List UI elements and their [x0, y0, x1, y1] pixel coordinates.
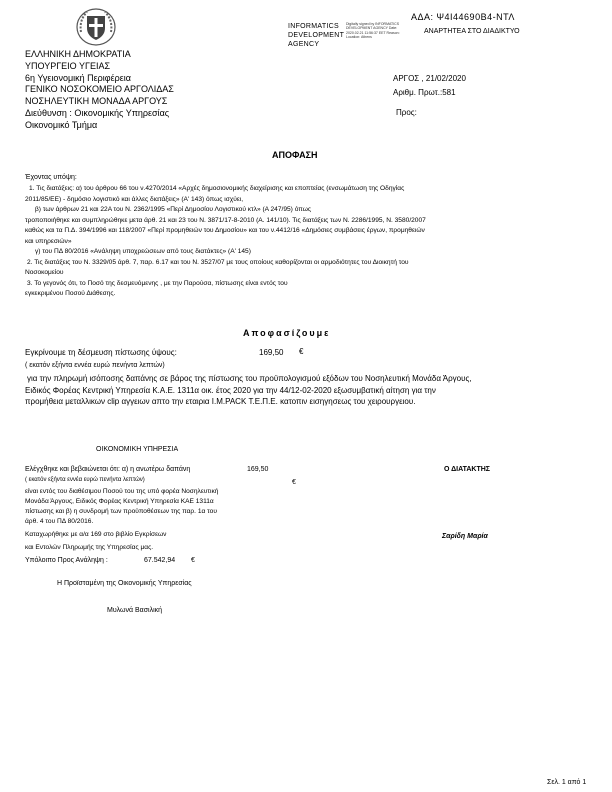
- authority-line: Διεύθυνση : Οικονομικής Υπηρεσίας: [25, 107, 170, 118]
- considering-line: εγκεκριμένου Ποσού Διάθεσης.: [25, 290, 116, 297]
- finance-register-line: και Εντολών Πληρωμής της Υπηρεσίας μας.: [25, 544, 154, 551]
- finance-head-title: Η Προϊσταμένη της Οικονομικής Υπηρεσίας: [57, 580, 192, 587]
- finance-body-line: άρθ. 4 του ΠΔ 80/2016.: [25, 518, 94, 525]
- decision-amount: 169,50: [259, 348, 284, 357]
- posted-label: ΑΝΑΡΤΗΤΕΑ ΣΤΟ ΔΙΑΔΙΚΤΥΟ: [424, 28, 520, 35]
- page-number: Σελ. 1 από 1: [547, 779, 587, 786]
- decision-heading: Αποφασίζουμε: [243, 328, 331, 338]
- decision-body-line: Ειδικός Φορέας Κεντρική Υπηρεσία Κ.Α.Ε. 1311α οικ. έτος 2020 για την 44/12-02-2020 εξωσυμβατική αίτηση για την: [25, 385, 436, 395]
- signatory-title: Ο ΔΙΑΤΑΚΤΗΣ: [444, 466, 490, 473]
- finance-body-line: είναι εντός του διαθέσιμου Ποσού του της υπό φορέα Νοσηλευτική: [25, 488, 219, 495]
- authority-line: ΥΠΟΥΡΓΕΙΟ ΥΓΕΙΑΣ: [25, 60, 111, 71]
- finance-head-name: Μυλωνά Βασιλική: [107, 607, 163, 614]
- decision-currency: €: [299, 347, 304, 356]
- document-title: ΑΠΟΦΑΣΗ: [272, 150, 318, 160]
- finance-register-line: Καταχωρήθηκε με α/α 169 στο βιβλίο Εγκρίσεων: [25, 531, 167, 538]
- finance-amount-words: ( εκατόν εξήντα εννέα ευρώ πενήντα λεπτών): [25, 477, 145, 483]
- finance-amount: 169,50: [247, 466, 269, 473]
- protocol-number: Αριθμ. Πρωτ.:581: [393, 88, 456, 97]
- decision-approve-line: Εγκρίνουμε τη δέσμευση πίστωσης ύψους:: [25, 348, 177, 357]
- finance-heading: ΟΙΚΟΝΟΜΙΚΗ ΥΠΗΡΕΣΙΑ: [96, 446, 179, 453]
- finance-body-line: πίστωσης και β) η συνδρομή των προϋποθέσεων της παρ. 1α του: [25, 508, 217, 515]
- considering-line: Νοσοκομείου: [25, 269, 64, 276]
- finance-balance-value: 67.542,94: [144, 557, 176, 564]
- authority-line: Οικονομικό Τμήμα: [25, 119, 98, 130]
- document-date: ΑΡΓΟΣ , 21/02/2020: [393, 74, 466, 83]
- decision-amount-words: ( εκατόν εξήντα εννέα ευρώ πενήντα λεπτών): [25, 362, 165, 369]
- considering-line: 2. Τις διατάξεις του Ν. 3329/05 άρθ. 7, παρ. 6.17 και του Ν. 3527/07 με τους οποίους καθορίζονται οι αρμοδιότητες του Διοικητή του: [27, 258, 409, 266]
- authority-block: [25, 49, 174, 132]
- considering-list: [25, 184, 426, 300]
- considering-line: β) των άρθρων 21 και 22Α του Ν. 2362/1995 «Περί Δημοσίου Λογιστικού κτλ» (Α 247/95) όπως: [35, 206, 312, 213]
- considering-line: καθώς και τα Π.Δ. 394/1996 και 118/2007 «Περί προμηθειών του Δημοσίου» και του ν.4412/16 «Δημόσιες συμβάσεις έργων, προμηθειών: [25, 227, 425, 234]
- considering-line: και υπηρεσιών»: [25, 237, 72, 245]
- considering-line: τροποποιήθηκε και συμπληρώθηκε μετα άρθ. 21 και 23 του Ν. 3871/17-8-2010 (Α. 141/10). Τις διατάξεις των Ν. 2286/1995, Ν. 3580/2007: [25, 216, 426, 224]
- considering-line: 3. Το γεγονός ότι, το Ποσό της δεσμευόμενης , με την Παρούσα, πίστωσης είναι εντός του: [27, 279, 288, 287]
- decision-body: [25, 373, 472, 408]
- greek-coat-of-arms-icon: [75, 6, 117, 46]
- finance-body-line: Μονάδα Άργους, Ειδικός Φορέας Κεντρική Υπηρεσία ΚΑΕ 1311α: [25, 498, 214, 505]
- considering-line: γ) του ΠΔ 80/2016 «Ανάληψη υποχρεώσεων από τους διατάκτες» (Α' 145): [35, 248, 251, 255]
- considering-line: 1. Τις διατάξεις: α) του άρθρου 66 του ν.4270/2014 «Αρχές δημοσιονομικής διαχείρισης και εποπτείας (ενσωμάτωση της Οδηγίας: [29, 185, 405, 192]
- ada-code: ΑΔΑ: Ψ4Ι44690Β4-ΝΤΛ: [411, 12, 515, 22]
- digital-signature-text: Digitally signed by INFORMATICS DEVELOPMENT AGENCY Date: 2020.02.21 11:56:37 EET Reason: Location: Athens: [346, 22, 400, 39]
- logo-line: DEVELOPMENT: [288, 32, 345, 39]
- informatics-development-agency-logo: [288, 22, 400, 49]
- authority-line: ΕΛΛΗΝΙΚΗ ΔΗΜΟΚΡΑΤΙΑ: [25, 49, 131, 59]
- decision-body-line: για την πληρωμή ισόποσης δαπάνης σε βάρος της πίστωσης του προϋπολογισμού εξόδων του Νοσηλευτική Μονάδα Άργους,: [27, 374, 472, 383]
- authority-line: 6η Υγειονομική Περιφέρεια: [25, 72, 131, 83]
- logo-line: AGENCY: [288, 41, 320, 48]
- recipient-label: Προς:: [396, 108, 417, 117]
- finance-balance-currency: €: [191, 557, 195, 564]
- finance-body: [25, 487, 218, 527]
- finance-balance-label: Υπόλοιπο Προς Ανάληψη :: [25, 557, 108, 564]
- considering-line: 2011/85/ΕΕ) - δημόσιο λογιστικό και άλλες διατάξεις» (Α' 143) όπως ισχύει,: [25, 195, 244, 203]
- finance-check-line: Ελέγχθηκε και βεβαιώνεται ότι: α) η ανωτέρω δαπάνη: [25, 466, 191, 473]
- signatory-name: Σαρίδη Μαρία: [442, 533, 488, 540]
- considering-heading: Έχοντας υπόψη:: [25, 174, 77, 181]
- logo-line: INFORMATICS: [288, 23, 340, 30]
- authority-line: ΝΟΣΗΛΕΥΤΙΚΗ ΜΟΝΑΔΑ ΑΡΓΟΥΣ: [25, 96, 168, 107]
- authority-line: ΓΕΝΙΚΟ ΝΟΣΟΚΟΜΕΙΟ ΑΡΓΟΛΙΔΑΣ: [25, 84, 174, 95]
- finance-currency: €: [292, 479, 296, 486]
- decision-body-line: προμήθεια μεταλλικων clip αγγειων απτο την εταιρια Ι.Μ.PACK Τ.Ε.Π.Ε. κατοπιν εισηγησεως του χειρουργειου.: [25, 397, 416, 406]
